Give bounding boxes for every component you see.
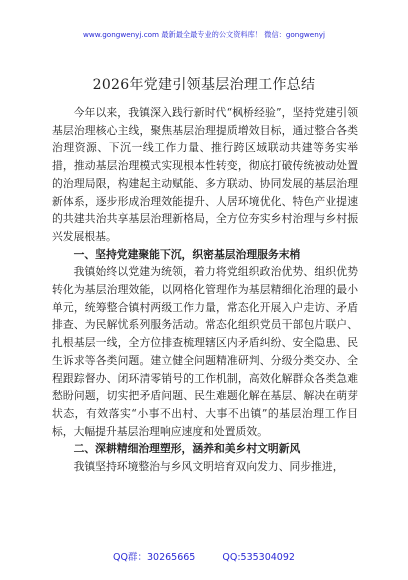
document-title: 2026年党建引领基层治理工作总结: [92, 77, 316, 93]
document-body: [52, 104, 358, 476]
intro-paragraph: 今年以来，我镇深入践行新时代“枫桥经验”，坚持党建引领基层治理核心主线，聚焦基层治理提质增效目标，通过整合各类治理资源、下沉一线工作力量、推行跨区域联动共建等务实举措，推动基层治理模式实现根本性转变，彻底打破传统被动处置的治理局限，构建起主动赋能、多方联动、协同发展的基层治理新体系，逐步形成治理效能提升、人居环境优化、特色产业提速的共建共治共享基层治理新格局，全方位夯实乡村治理与乡村振兴发展根基。: [52, 106, 358, 243]
site-header-link[interactable]: www.gongwenyj.com 最新最全最专业的公文资料库！ 微信：gongwenyj: [82, 30, 326, 39]
contact-footer: [0, 549, 408, 563]
section-heading-1: 一、坚持党建聚能下沉，织密基层治理服务末梢: [73, 247, 301, 261]
section-2-paragraph: 我镇坚持环境整治与乡风文明培育双向发力、同步推进，: [73, 460, 344, 474]
section-1-paragraph: 我镇始终以党建为统领，着力将党组织政治优势、组织优势转化为基层治理效能，以网格化管理作为基层精细化治理的最小单元，统筹整合镇村两级工作力量，常态化开展入户走访、矛盾排查、为民解忧系列服务活动。常态化组织党员干部包片联户、扎根基层一线，全方位排查梳理辖区内矛盾纠纷、安全隐患、民生诉求等各类问题。建立健全问题精准研判、分级分类交办、全程跟踪督办、闭环清零销号的工作机制，高效化解群众各类急难愁盼问题，切实把矛盾问题、民生难题化解在基层、解决在萌芽状态，有效落实“小事不出村、大事不出镇”的基层治理工作目标，大幅提升基层治理响应速度和处置质效。: [52, 265, 358, 438]
qq-group-number: QQ群：30265665: [113, 552, 196, 563]
qq-contact-number: QQ:535304092: [222, 552, 295, 563]
section-heading-2: 二、深耕精细治理塑形，涵养和美乡村文明新风: [73, 442, 301, 456]
